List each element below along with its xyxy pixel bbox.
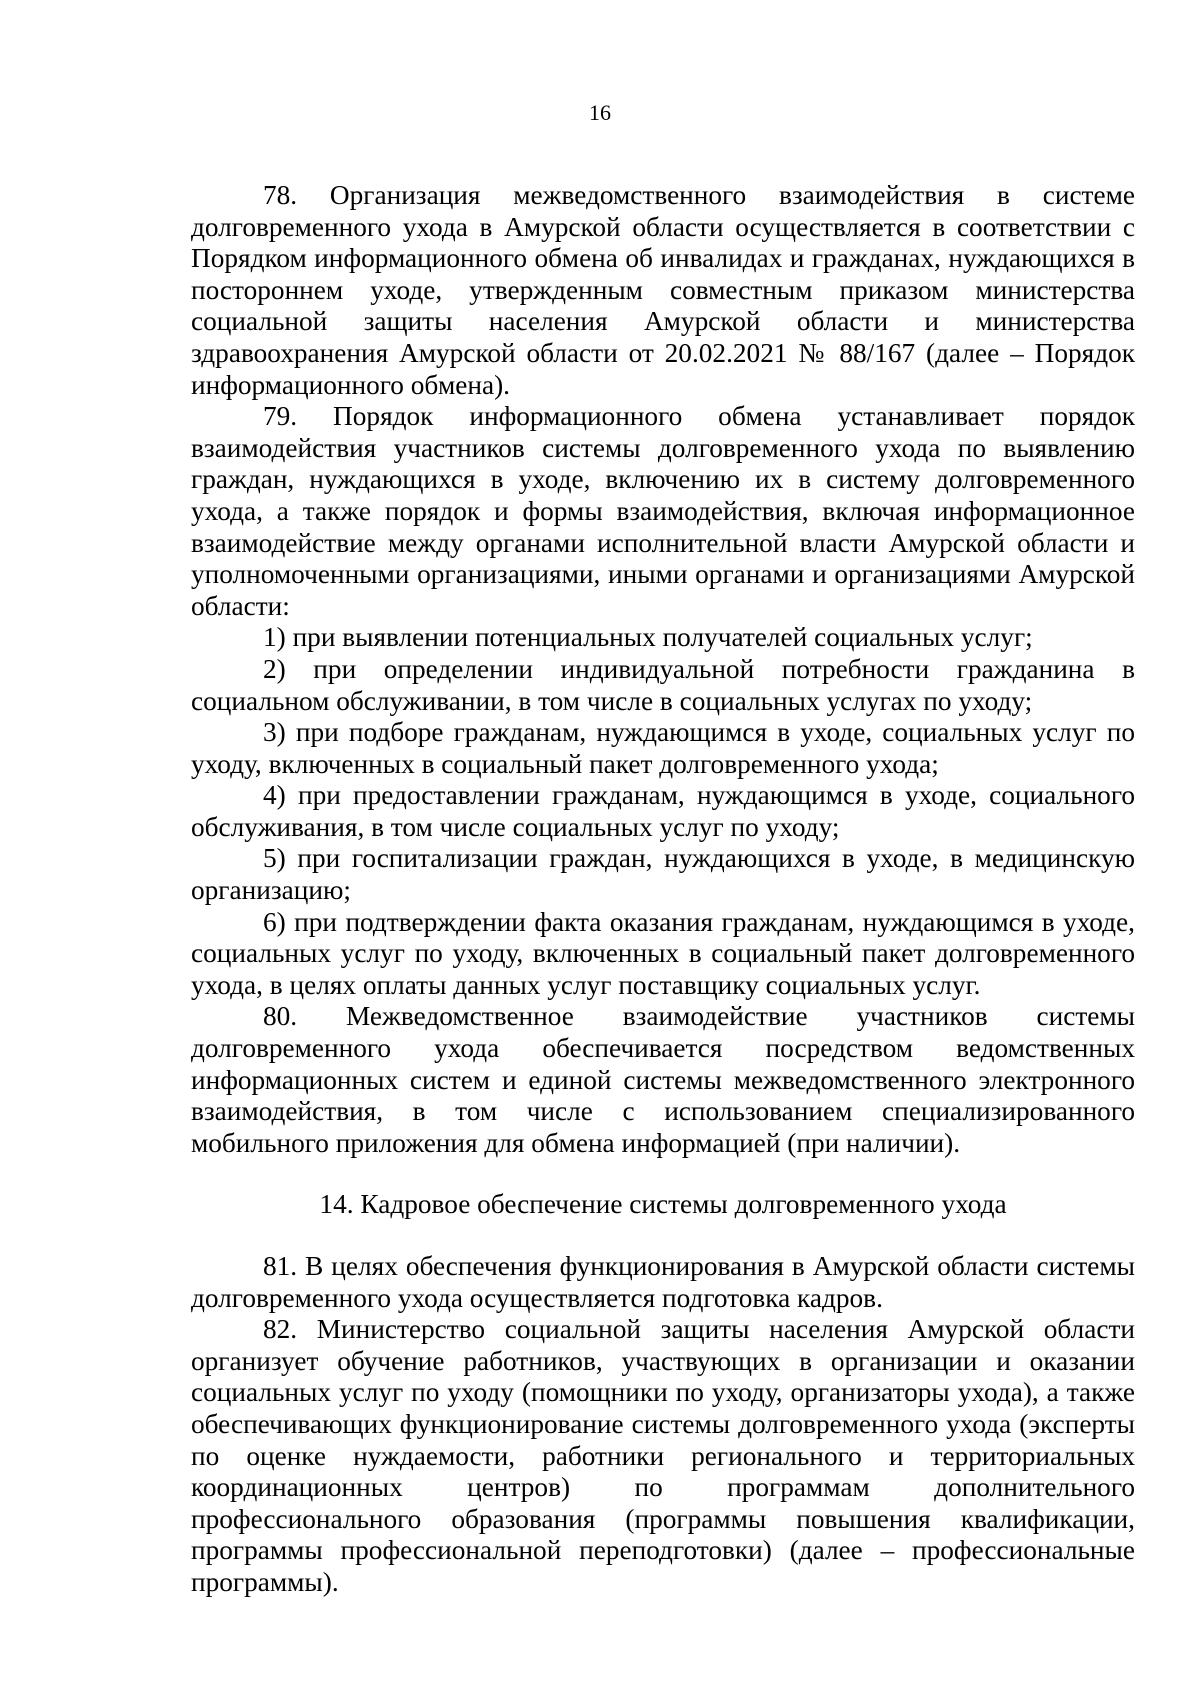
paragraph-79: 79. Порядок информационного обмена устанавливает порядок взаимодействия участников системы долговременного ухода по выявлению граждан, нуждающихся в уходе, включению их в систему долговременного ухода, а также порядок и формы взаимодействия, включая информационное взаимодействие между органами исполнительной власти Амурской области и уполномоченными организациями, иными органами и организациями Амурской области: xyxy=(191,401,1135,621)
paragraph-78: 78. Организация межведомственного взаимодействия в системе долговременного ухода в Амурской области осуществляется в соответствии с Порядком информационного обмена об инвалидах и гражданах, нуждающихся в постороннем уходе, утвержденным совместным приказом министерства социальной защиты населения Амурской области и министерства здравоохранения Амурской области от 20.02.2021 № 88/167 (далее – Порядок информационного обмена). xyxy=(191,180,1135,400)
list-item-2: 2) при определении индивидуальной потребности гражданина в социальном обслуживании, в том числе в социальных услугах по уходу; xyxy=(191,653,1135,716)
paragraph-80: 80. Межведомственное взаимодействие участников системы долговременного ухода обеспечивается посредством ведомственных информационных систем и единой системы межведомственного электронного взаимодействия, в том числе с использованием специализированного мобильного приложения для обмена информацией (при наличии). xyxy=(191,1001,1135,1158)
list-item-6: 6) при подтверждении факта оказания гражданам, нуждающимся в уходе, социальных услуг по уходу, включенных в социальный пакет долговременного ухода, в целях оплаты данных услуг поставщику социальных услуг. xyxy=(191,906,1135,1000)
document-body xyxy=(191,180,1135,1599)
paragraph-81: 81. В целях обеспечения функционирования в Амурской области системы долговременного ухода осуществляется подготовка кадров. xyxy=(191,1251,1135,1313)
section-heading: 14. Кадровое обеспечение системы долговременного ухода xyxy=(319,1189,1007,1220)
list-item-3: 3) при подборе гражданам, нуждающимся в уходе, социальных услуг по уходу, включенных в социальный пакет долговременного ухода; xyxy=(191,717,1135,779)
paragraph-82: 82. Министерство социальной защиты населения Амурской области организует обучение работников, участвующих в организации и оказании социальных услуг по уходу (помощники по уходу, организаторы ухода), а также обеспечивающих функционирование системы долговременного ухода (эксперты по оценке нуждаемости, работники регионального и территориальных координационных центров) по программам дополнительного профессионального образования (программы повышения квалификации, программы профессиональной переподготовки) (далее – профессиональные программы). xyxy=(191,1314,1135,1597)
list-item-5: 5) при госпитализации граждан, нуждающихся в уходе, в медицинскую организацию; xyxy=(191,843,1135,906)
list-item-4: 4) при предоставлении гражданам, нуждающимся в уходе, социального обслуживания, в том числе социальных услуг по уходу; xyxy=(191,780,1135,842)
page-number: 16 xyxy=(589,100,611,125)
list-item-1: 1) при выявлении потенциальных получателей социальных услуг; xyxy=(263,622,1033,653)
